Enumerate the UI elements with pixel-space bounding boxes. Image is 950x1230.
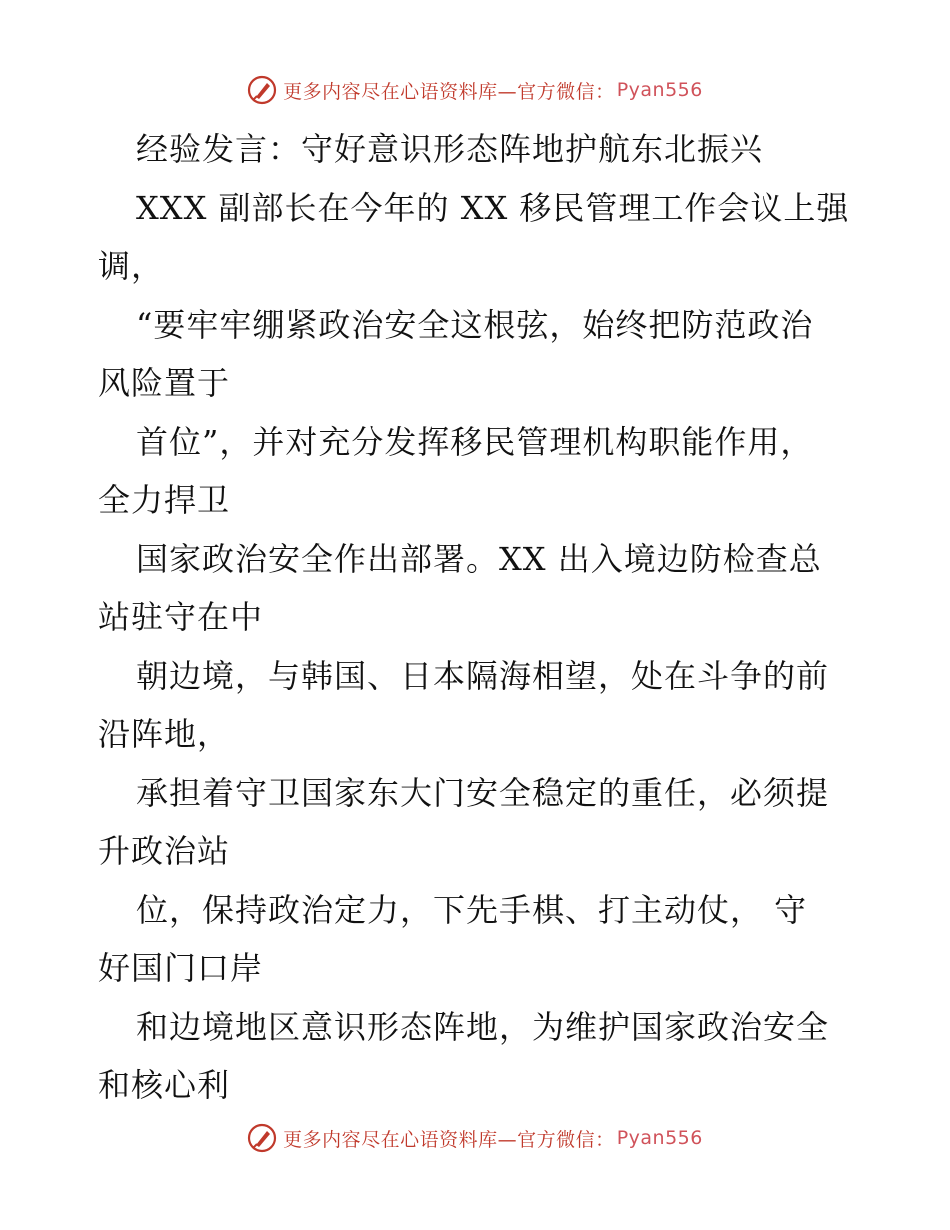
text-line: 经验发言：守好意识形态阵地护航东北振兴 [136,130,764,168]
text-line: 首位”，并对充分发挥移民管理机构职能作用， [136,422,814,461]
text-line: 好国门口岸 [98,949,264,987]
text-line: 承担着守卫国家东大门安全稳定的重任，必须提 [136,773,830,812]
text-line: 位，保持政治定力，下先手棋、打主动仗， 守 [136,890,808,929]
text-line: 朝边境，与韩国、日本隔海相望，处在斗争的前 [136,656,830,695]
watermark-text: 更多内容尽在心语资料库 [283,1128,498,1151]
watermark-separator: —官方微信： [497,1128,615,1151]
text-line: 沿阵地， [98,715,231,753]
text-line: 调， [98,247,165,285]
watermark-handle: Pyan556 [616,1127,703,1149]
text-line: 国家政治安全作出部署。XX 出入境边防检查总 [136,539,822,578]
watermark-text: 更多内容尽在心语资料库 [283,80,498,103]
text-line: 和边境地区意识形态阵地，为维护国家政治安全 [136,1007,830,1046]
watermark-handle: Pyan556 [616,79,703,101]
text-line: 风险置于 [98,364,231,402]
quill-logo-icon [247,1123,277,1153]
text-line: 升政治站 [98,832,231,870]
text-line: 站驻守在中 [98,598,264,636]
text-line: “要牢牢绷紧政治安全这根弦，始终把防范政治 [136,305,814,344]
text-line: XXX 副部长在今年的 XX 移民管理工作会议上强 [136,188,850,227]
watermark-footer [0,1118,950,1158]
document-body [98,120,858,1115]
quill-logo-icon [247,75,277,105]
text-line: 全力捍卫 [98,481,231,519]
watermark-header [0,70,950,110]
watermark-separator: —官方微信： [497,80,615,103]
text-line: 和核心利 [98,1066,231,1104]
